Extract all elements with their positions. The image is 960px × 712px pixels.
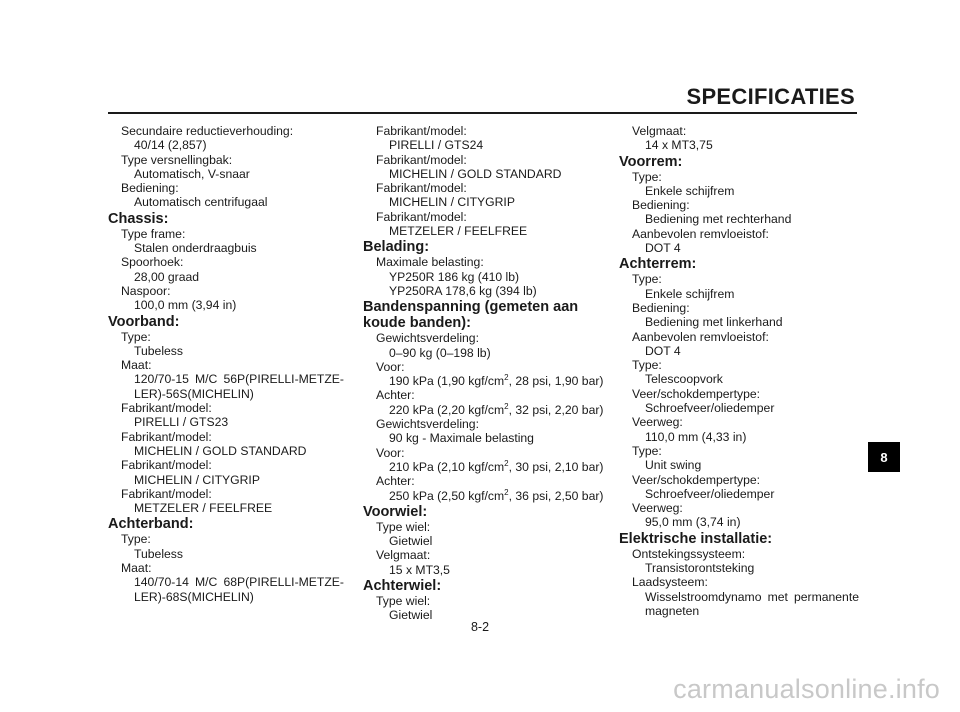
spec-label: Fabrikant/model: bbox=[121, 429, 212, 444]
page-number: 8-2 bbox=[470, 620, 490, 634]
spec-label: Velgmaat: bbox=[632, 124, 687, 138]
spec-value: 250 kPa (2,50 kgf/$cm^2$, 36 psi, 2,50 bar) bbox=[389, 487, 604, 503]
spec-value: 140/70-14 M/C 68P(PIRELLI-METZE-LER)-68S(MICHELIN) bbox=[134, 575, 344, 604]
spec-label: Type wiel: bbox=[376, 519, 431, 534]
spec-label: Bediening: bbox=[632, 300, 690, 315]
spec-value: Wisselstroomdynamo met permanente magneten bbox=[645, 589, 859, 618]
spec-label: Bediening: bbox=[632, 198, 690, 213]
spec-label: Maat: bbox=[121, 358, 152, 373]
spec-value: MICHELIN / CITYGRIP bbox=[134, 472, 260, 487]
spec-value: Schroefveer/oliedemper bbox=[645, 486, 775, 501]
spec-label: Ontstekingssysteem: bbox=[632, 546, 746, 561]
spec-value: Stalen onderdraagbuis bbox=[134, 241, 257, 256]
section-heading: Chassis: bbox=[108, 210, 169, 227]
spec-label: Type wiel: bbox=[376, 594, 431, 609]
column-3 bbox=[619, 124, 859, 618]
spec-label: Veer/schokdempertype: bbox=[632, 472, 761, 487]
spec-value: 120/70-15 M/C 56P(PIRELLI-METZE-LER)-56S(MICHELIN) bbox=[134, 372, 344, 401]
spec-value: Enkele schijfrem bbox=[645, 286, 735, 301]
spec-label: Type versnellingbak: bbox=[121, 152, 233, 167]
section-heading: Achterrem: bbox=[619, 256, 697, 273]
spec-value: 90 kg - Maximale belasting bbox=[389, 431, 534, 446]
spec-value: Bediening met linkerhand bbox=[645, 315, 783, 330]
section-heading: Elektrische installatie: bbox=[619, 530, 773, 547]
section-heading: Voorrem: bbox=[619, 153, 683, 170]
spec-label: Fabrikant/model: bbox=[121, 486, 212, 501]
spec-value: 40/14 (2,857) bbox=[134, 138, 207, 153]
spec-label: Type: bbox=[121, 329, 151, 344]
spec-label: Aanbevolen remvloeistof: bbox=[632, 329, 769, 344]
column-2 bbox=[363, 124, 603, 623]
spec-value: Schroefveer/oliedemper bbox=[645, 401, 775, 416]
spec-label: Bediening: bbox=[121, 181, 179, 196]
spec-label: Maximale belasting: bbox=[376, 255, 484, 270]
spec-value: 15 x MT3,5 bbox=[389, 562, 450, 577]
spec-value: Gietwiel bbox=[389, 608, 433, 623]
watermark: carmanualsonline.info bbox=[673, 674, 940, 704]
spec-label: Voor: bbox=[376, 359, 405, 374]
spec-value: 110,0 mm (4,33 in) bbox=[645, 429, 747, 444]
spec-label: Aanbevolen remvloeistof: bbox=[632, 226, 769, 241]
spec-value: Gietwiel bbox=[389, 534, 433, 549]
spec-value: 210 kPa (2,10 kgf/$cm^2$, 30 psi, 2,10 bar) bbox=[389, 458, 604, 474]
spec-label: Velgmaat: bbox=[376, 548, 431, 563]
spec-value: Tubeless bbox=[134, 343, 183, 358]
spec-value: 28,00 graad bbox=[134, 269, 200, 284]
spec-label: Maat: bbox=[121, 561, 152, 576]
spec-label: Veerweg: bbox=[632, 415, 683, 430]
spec-value: PIRELLI / GTS24 bbox=[389, 138, 484, 153]
spec-label: Laadsysteem: bbox=[632, 575, 708, 590]
spec-label: Type: bbox=[121, 532, 151, 547]
spec-label: Type: bbox=[632, 443, 662, 458]
spec-label: Type: bbox=[632, 169, 662, 184]
spec-label: Achter: bbox=[376, 474, 415, 489]
section-heading: Voorwiel: bbox=[363, 503, 428, 520]
spec-value: MICHELIN / CITYGRIP bbox=[389, 195, 515, 210]
spec-label: Fabrikant/model: bbox=[376, 152, 467, 167]
spec-value: 0–90 kg (0–198 lb) bbox=[389, 345, 491, 360]
spec-value: PIRELLI / GTS23 bbox=[134, 415, 229, 430]
spec-label: Fabrikant/model: bbox=[376, 124, 467, 138]
spec-value: DOT 4 bbox=[645, 343, 681, 358]
spec-value: Enkele schijfrem bbox=[645, 183, 735, 198]
spec-label: Naspoor: bbox=[121, 283, 171, 298]
spec-value: Tubeless bbox=[134, 546, 183, 561]
section-heading: Bandenspanning (gemeten aan koude banden): bbox=[363, 299, 579, 332]
spec-label: Type frame: bbox=[121, 226, 186, 241]
section-heading: Achterwiel: bbox=[363, 578, 442, 595]
spec-label: Fabrikant/model: bbox=[376, 209, 467, 224]
spec-label: Voor: bbox=[376, 445, 405, 460]
spec-value: METZELER / FEELFREE bbox=[134, 501, 273, 516]
spec-label: Veerweg: bbox=[632, 501, 683, 516]
spec-value: 220 kPa (2,20 kgf/$cm^2$, 32 psi, 2,20 bar) bbox=[389, 401, 604, 417]
spec-value: DOT 4 bbox=[645, 241, 681, 256]
spec-label: Fabrikant/model: bbox=[376, 181, 467, 196]
section-heading: Achterband: bbox=[108, 516, 194, 533]
spec-label: Secundaire reductieverhouding: bbox=[121, 124, 294, 138]
spec-value: YP250R 186 kg (410 lb) bbox=[389, 269, 520, 284]
spec-value: Transistorontsteking bbox=[645, 561, 755, 576]
spec-value: Telescoopvork bbox=[645, 372, 723, 387]
spec-label: Spoorhoek: bbox=[121, 255, 184, 270]
spec-value: 95,0 mm (3,74 in) bbox=[645, 515, 741, 530]
spec-label: Achter: bbox=[376, 388, 415, 403]
spec-value: 14 x MT3,75 bbox=[645, 138, 713, 153]
spec-value: MICHELIN / GOLD STANDARD bbox=[134, 443, 307, 458]
spec-value: 100,0 mm (3,94 in) bbox=[134, 298, 237, 313]
spec-value: Automatisch, V-snaar bbox=[134, 166, 250, 181]
title-rule bbox=[108, 112, 857, 114]
spec-label: Fabrikant/model: bbox=[121, 458, 212, 473]
spec-value: Unit swing bbox=[645, 458, 702, 473]
spec-label: Fabrikant/model: bbox=[121, 401, 212, 416]
spec-value: MICHELIN / GOLD STANDARD bbox=[389, 166, 562, 181]
spec-label: Type: bbox=[632, 358, 662, 373]
page-title: SPECIFICATIES bbox=[686, 84, 855, 109]
spec-value: 190 kPa (1,90 kgf/$cm^2$, 28 psi, 1,90 bar) bbox=[389, 373, 604, 389]
spec-label: Veer/schokdempertype: bbox=[632, 386, 761, 401]
chapter-tab[interactable] bbox=[868, 442, 900, 472]
spec-label: Gewichtsverdeling: bbox=[376, 417, 479, 432]
spec-value: METZELER / FEELFREE bbox=[389, 224, 528, 239]
spec-value: Automatisch centrifugaal bbox=[134, 195, 268, 210]
spec-value: YP250RA 178,6 kg (394 lb) bbox=[389, 283, 537, 298]
spec-label: Type: bbox=[632, 272, 662, 287]
section-heading: Belading: bbox=[363, 239, 430, 256]
column-1 bbox=[108, 124, 344, 604]
chapter-tab-label: 8 bbox=[880, 449, 888, 465]
spec-value: Bediening met rechterhand bbox=[645, 212, 792, 227]
spec-label: Gewichtsverdeling: bbox=[376, 331, 479, 346]
section-heading: Voorband: bbox=[108, 313, 180, 330]
